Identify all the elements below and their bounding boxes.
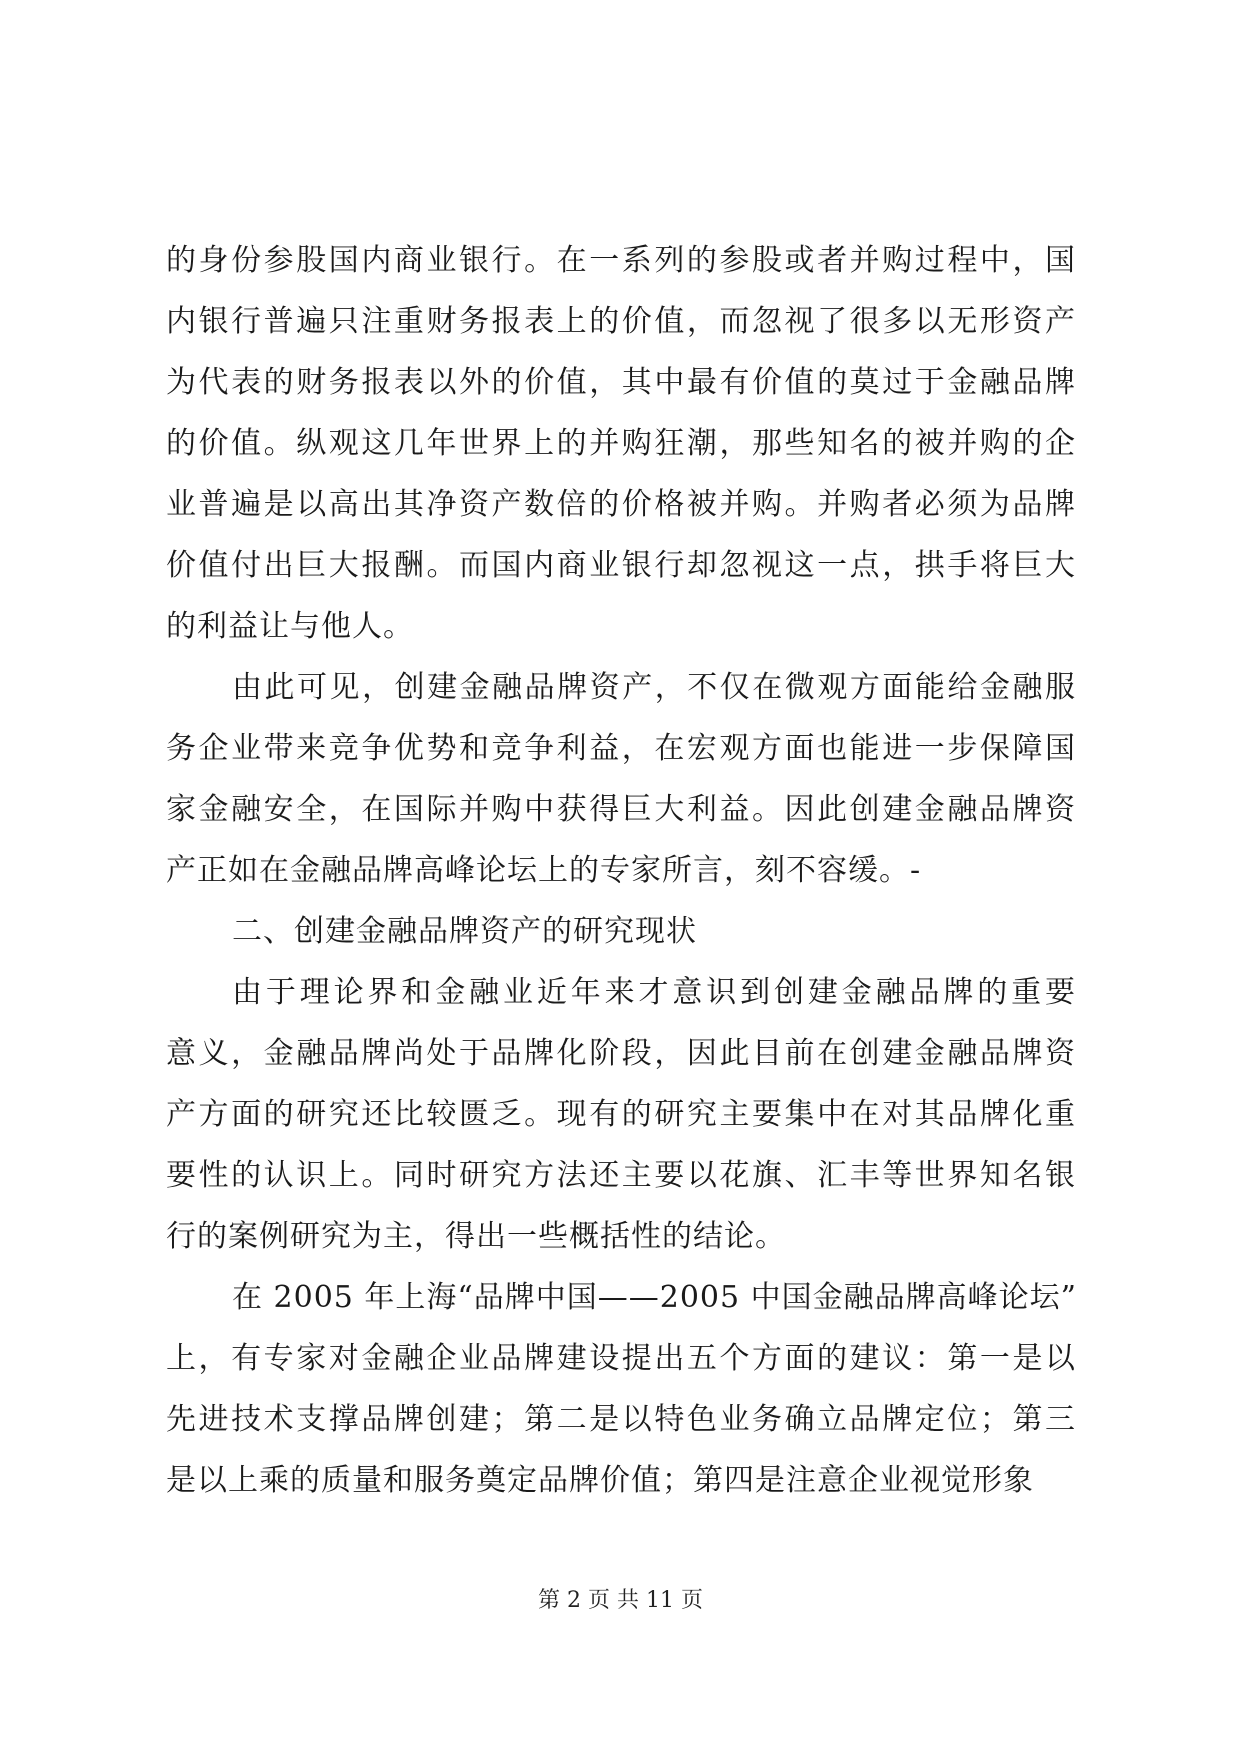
paragraph-5-line-3: 先进技术支撑品牌创建；第二是以特色业务确立品牌定位；第三	[166, 1402, 1076, 1437]
page-footer: 第 2 页 共 11 页	[538, 1588, 703, 1613]
paragraph-5-line-2: 上，有专家对金融企业品牌建设提出五个方面的建议：第一是以	[166, 1341, 1076, 1376]
paragraph-5-line-4: 是以上乘的质量和服务奠定品牌价值；第四是注意企业视觉形象	[166, 1463, 1034, 1498]
paragraph-1-line-5: 业普遍是以高出其净资产数倍的价格被并购。并购者必须为品牌	[166, 487, 1076, 522]
paragraph-2-line-3: 家金融安全，在国际并购中获得巨大利益。因此创建金融品牌资	[166, 792, 1076, 827]
paragraph-1-line-6: 价值付出巨大报酬。而国内商业银行却忽视这一点，拱手将巨大	[166, 548, 1076, 583]
body-text	[166, 230, 1076, 1511]
paragraph-4-line-4: 要性的认识上。同时研究方法还主要以花旗、汇丰等世界知名银	[166, 1158, 1076, 1193]
paragraph-1-line-2: 内银行普遍只注重财务报表上的价值，而忽视了很多以无形资产	[166, 304, 1076, 339]
paragraph-2-line-1: 由此可见，创建金融品牌资产，不仅在微观方面能给金融服	[232, 670, 1076, 705]
paragraph-4-line-1: 由于理论界和金融业近年来才意识到创建金融品牌的重要	[232, 975, 1076, 1010]
paragraph-1-line-1: 的身份参股国内商业银行。在一系列的参股或者并购过程中，国	[166, 243, 1076, 278]
paragraph-3-line-1: 二、创建金融品牌资产的研究现状	[232, 914, 697, 949]
paragraph-4-line-2: 意义，金融品牌尚处于品牌化阶段，因此目前在创建金融品牌资	[166, 1036, 1076, 1071]
paragraph-2-line-2: 务企业带来竞争优势和竞争利益，在宏观方面也能进一步保障国	[166, 731, 1076, 766]
paragraph-1-line-4: 的价值。纵观这几年世界上的并购狂潮，那些知名的被并购的企	[166, 426, 1076, 461]
paragraph-5-line-1: 在 2005 年上海“品牌中国——2005 中国金融品牌高峰论坛”	[232, 1280, 1077, 1315]
paragraph-1-line-7: 的利益让与他人。	[166, 609, 414, 644]
paragraph-1-line-3: 为代表的财务报表以外的价值，其中最有价值的莫过于金融品牌	[166, 365, 1076, 400]
paragraph-4-line-5: 行的案例研究为主，得出一些概括性的结论。	[166, 1219, 786, 1254]
paragraph-4-line-3: 产方面的研究还比较匮乏。现有的研究主要集中在对其品牌化重	[166, 1097, 1076, 1132]
paragraph-2-line-4: 产正如在金融品牌高峰论坛上的专家所言，刻不容缓。-	[166, 853, 922, 888]
